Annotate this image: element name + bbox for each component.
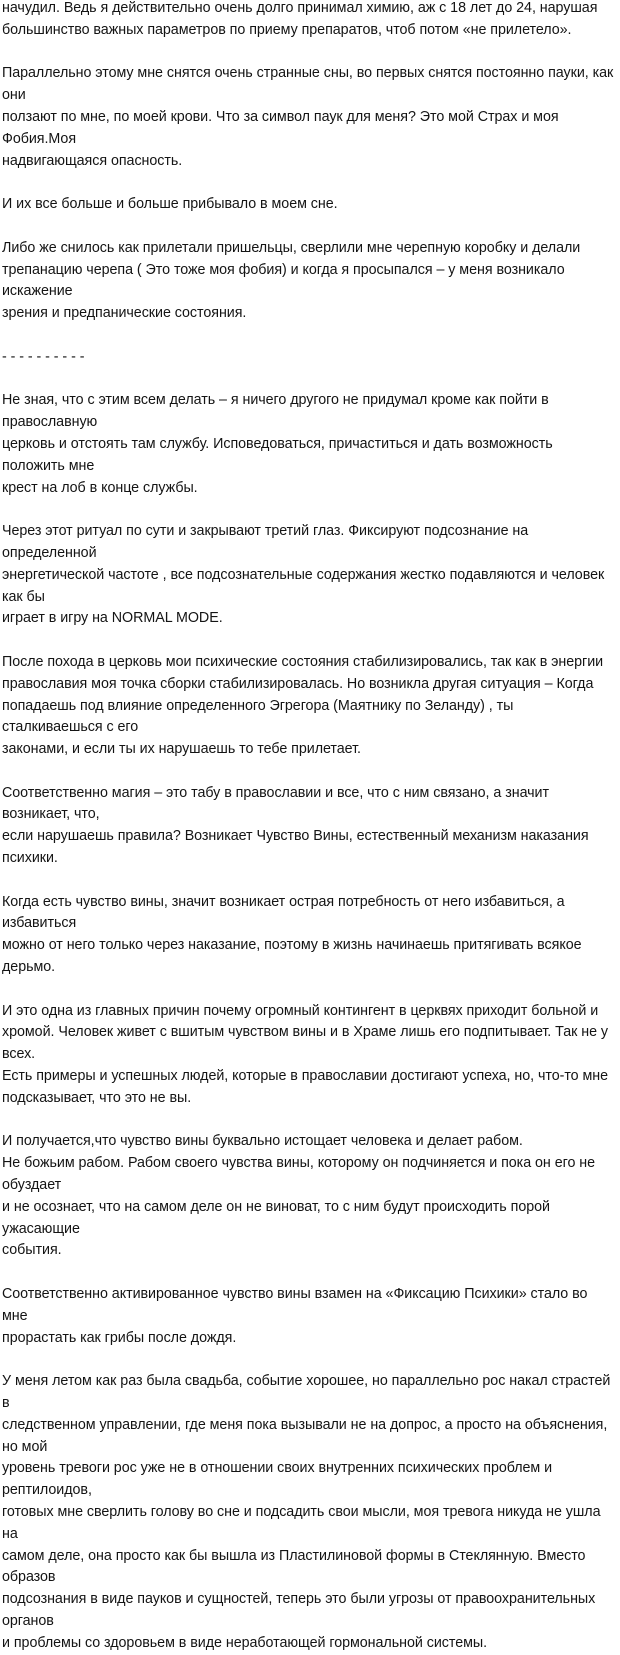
paragraph-egregor: После похода в церковь мои психические состояния стабилизировались, так как в энергии православия моя точка сборки стабилизировалась. Но возникла другая ситуация – Когда попадаешь под влияние определенного Эгрегора (Маятнику по Зеланду) , ты сталкиваешься с его законами, и если ты их нарушаешь то тебе прилетает. bbox=[2, 653, 604, 758]
paragraph-guilt-punishment: Когда есть чувство вины, значит возникает острая потребность от него избавиться, а избавиться можно от него только через наказание, поэтому в жизнь начинаешь притягивать всякое дерьмо. bbox=[2, 893, 582, 976]
section-divider: - - - - - - - - - - bbox=[2, 348, 85, 365]
paragraph-guilt-slave: И получается,что чувство вины буквально истощает человека и делает рабом. Не божьим рабом. Рабом своего чувства вины, которому он подчиняется и пока он его не обуздает и не осознает, что на самом деле он не виноват, то с ним будут происходить порой ужасающие события. bbox=[2, 1133, 596, 1259]
paragraph-chemistry: начудил. Ведь я действительно очень долго принимал химию, аж с 18 лет до 24, нарушая большинство важных параметров по приему препаратов, чтоб потом «не прилетело». bbox=[2, 0, 598, 38]
paragraph-church: Не зная, что с этим всем делать – я ничего другого не придумал кроме как пойти в православную церковь и отстоять там службу. Исповедоваться, причаститься и дать возможность положить мне крест на лоб в конце службы. bbox=[2, 392, 553, 496]
paragraph-aliens: Либо же снилось как прилетали пришельцы, сверлили мне черепную коробку и делали трепанацию черепа ( Это тоже моя фобия) и когда я просыпался – у меня возникало искажение зрения и предпанические состояния. bbox=[2, 239, 581, 322]
paragraph-third-eye: Через этот ритуал по сути и закрывают третий глаз. Фиксируют подсознание на определенной энергетической частоте , все подсознательные содержания жестко подавляются и человек как бы играет в игру на NORMAL MODE. bbox=[2, 523, 605, 627]
document-page bbox=[2, 0, 616, 1655]
paragraph-psyche-fixation: Соответственно активированное чувство вины взамен на «Фиксацию Психики» стало во мне прорастать как грибы после дождя. bbox=[2, 1286, 588, 1346]
paragraph-church-contingent: И это одна из главных причин почему огромный контингент в церквях приходит больной и хромой. Человек живет с вшитым чувством вины и в Храме лишь его подпитывает. Так не у всех. Есть примеры и успешных людей, которые в православии достигают успеха, но, что-то мне подсказывает, что это не вы. bbox=[2, 1002, 609, 1106]
paragraph-more-in-dreams: И их все больше и больше прибывало в моем сне. bbox=[2, 196, 338, 213]
paragraph-spider-dreams: Параллельно этому мне снятся очень странные сны, во первых снятся постоянно пауки, как они ползают по мне, по моей крови. Что за символ паук для меня? Это мой Страх и моя Фобия.Моя надвигающаяся опасность. bbox=[2, 65, 614, 169]
paragraph-wedding: У меня летом как раз была свадьба, событие хорошее, но параллельно рос накал страстей в следственном управлении, где меня пока вызывали не на допрос, а просто на объяснения, но мой уровень тревоги рос уже не в отношении своих внутренних психических проблем и рептилоидов, готовых мне сверлить голову во сне и подсадить свои мысли, моя тревога никуда не ушла на самом деле, она просто как бы вышла из Пластилиновой формы в Стеклянную. Вместо образов подсознания в виде пауков и сущностей, теперь это были угрозы от правоохранительных органов и проблемы со здоровьем в виде неработающей гормональной системы. bbox=[2, 1373, 611, 1651]
paragraph-magic-taboo: Соответственно магия – это табу в православии и все, что с ним связано, а значит возникает, что, если нарушаешь правила? Возникает Чувство Вины, естественный механизм наказания психики. bbox=[2, 784, 589, 867]
